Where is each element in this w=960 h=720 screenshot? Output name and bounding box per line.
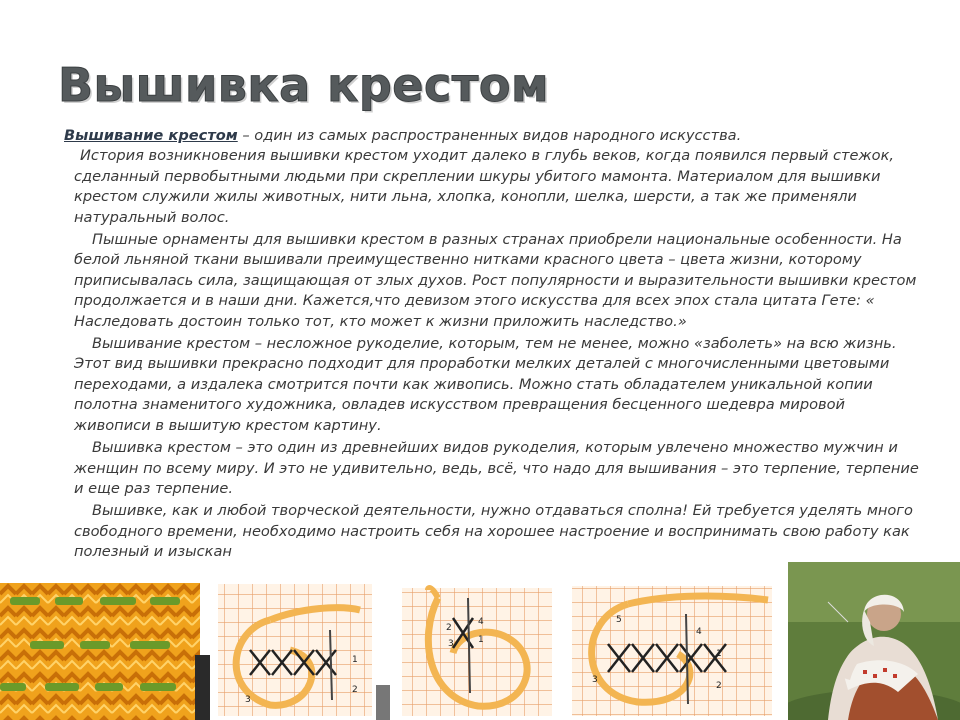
stitch-diagram-3-drawing: [568, 574, 778, 720]
diagram-2-label-a: 2: [446, 623, 452, 633]
diagram-1-label-a: 3: [245, 695, 251, 705]
diagram-1-label-c: 2: [352, 685, 358, 695]
diagram-3-label-b: 3: [592, 675, 598, 685]
diagram-3-label-c: 4: [696, 627, 702, 637]
fabric-closeup-image: [0, 583, 200, 720]
diagram-2-label-d: 1: [478, 635, 484, 645]
intro-rest: – один из самых распространенных видов народного искусства.: [237, 127, 742, 144]
intro-term: Вышивание крестом: [64, 127, 238, 144]
paragraph-ancient: Вышивка крестом – это один из древнейших видов рукоделия, которым увлечено множество мужчин и женщин по всему миру. И это не удивительно, ведь, всё, что надо для вышивания – это терпение, терпение и еще раз терпение.: [74, 439, 919, 497]
embroidering-woman-photo: [788, 562, 960, 720]
intro-paragraph: [58, 126, 920, 146]
diagram-3-label-a: 5: [616, 615, 622, 625]
paragraph-creative: Вышивке, как и любой творческой деятельности, нужно отдаваться сполна! Ей требуется уделять много свободного времени, необходимо настроить себя на хорошее настроение и воспринимать свою работу как полезный и изыскан: [74, 502, 913, 561]
stitch-diagram-1-drawing: [210, 580, 380, 720]
diagram-1-label-b: 1: [352, 655, 358, 665]
fabric-stitch-pattern: [0, 583, 200, 720]
diagram-2-label-b: 4: [478, 617, 484, 627]
image-edge-strip-2: [376, 685, 390, 720]
stitch-diagram-3: [568, 574, 778, 720]
paragraph-history: История возникновения вышивки крестом уходит далеко в глубь веков, когда появился первый стежок, сделанный первобытными людьми при скреплении шкуры убитого мамонта. Материалом для вышивки крестом служили жилы животных, нити льна, хлопка, конопли, шелка, шерсти, а так же применяли натуральный волос.: [74, 147, 895, 226]
paragraph-ornaments: Пышные орнаменты для вышивки крестом в разных странах приобрели национальные особенности. На белой льняной ткани вышивали преимущественно нитками красного цвета – цвета жизни, которому приписывалась сила, защищающая от злых духов. Рост популярности и выразительности вышивки крестом продолжается и в наши дни. Кажется,что девизом этого искусства для всех эпох стала цитата Гете: « Наследовать достоин только тот, кто может к жизни приложить наследство.»: [74, 231, 917, 330]
stitch-diagram-2-drawing: [398, 578, 558, 720]
diagram-2-label-c: 3: [448, 639, 454, 649]
embroidering-woman-illustration: [788, 562, 960, 720]
stitch-diagram-2: [398, 578, 558, 720]
diagram-3-label-d: 1: [716, 649, 722, 659]
slide-title: Вышивка крестом: [58, 58, 550, 112]
paragraph-craft: Вышивание крестом – несложное рукоделие, которым, тем не менее, можно «заболеть» на всю жизнь. Этот вид вышивки прекрасно подходит для проработки мелких деталей с многочисленными цветовыми переходами, а издалека смотрится почти как живопись. Можно стать обладателем уникальной копии полотна знаменитого художника, овладев искусством превращения бесценного шедевра мировой живописи в вышитую крестом картину.: [74, 335, 897, 434]
diagram-3-label-e: 2: [716, 681, 722, 691]
slide-body: [58, 126, 920, 563]
stitch-diagram-1: [210, 580, 380, 720]
